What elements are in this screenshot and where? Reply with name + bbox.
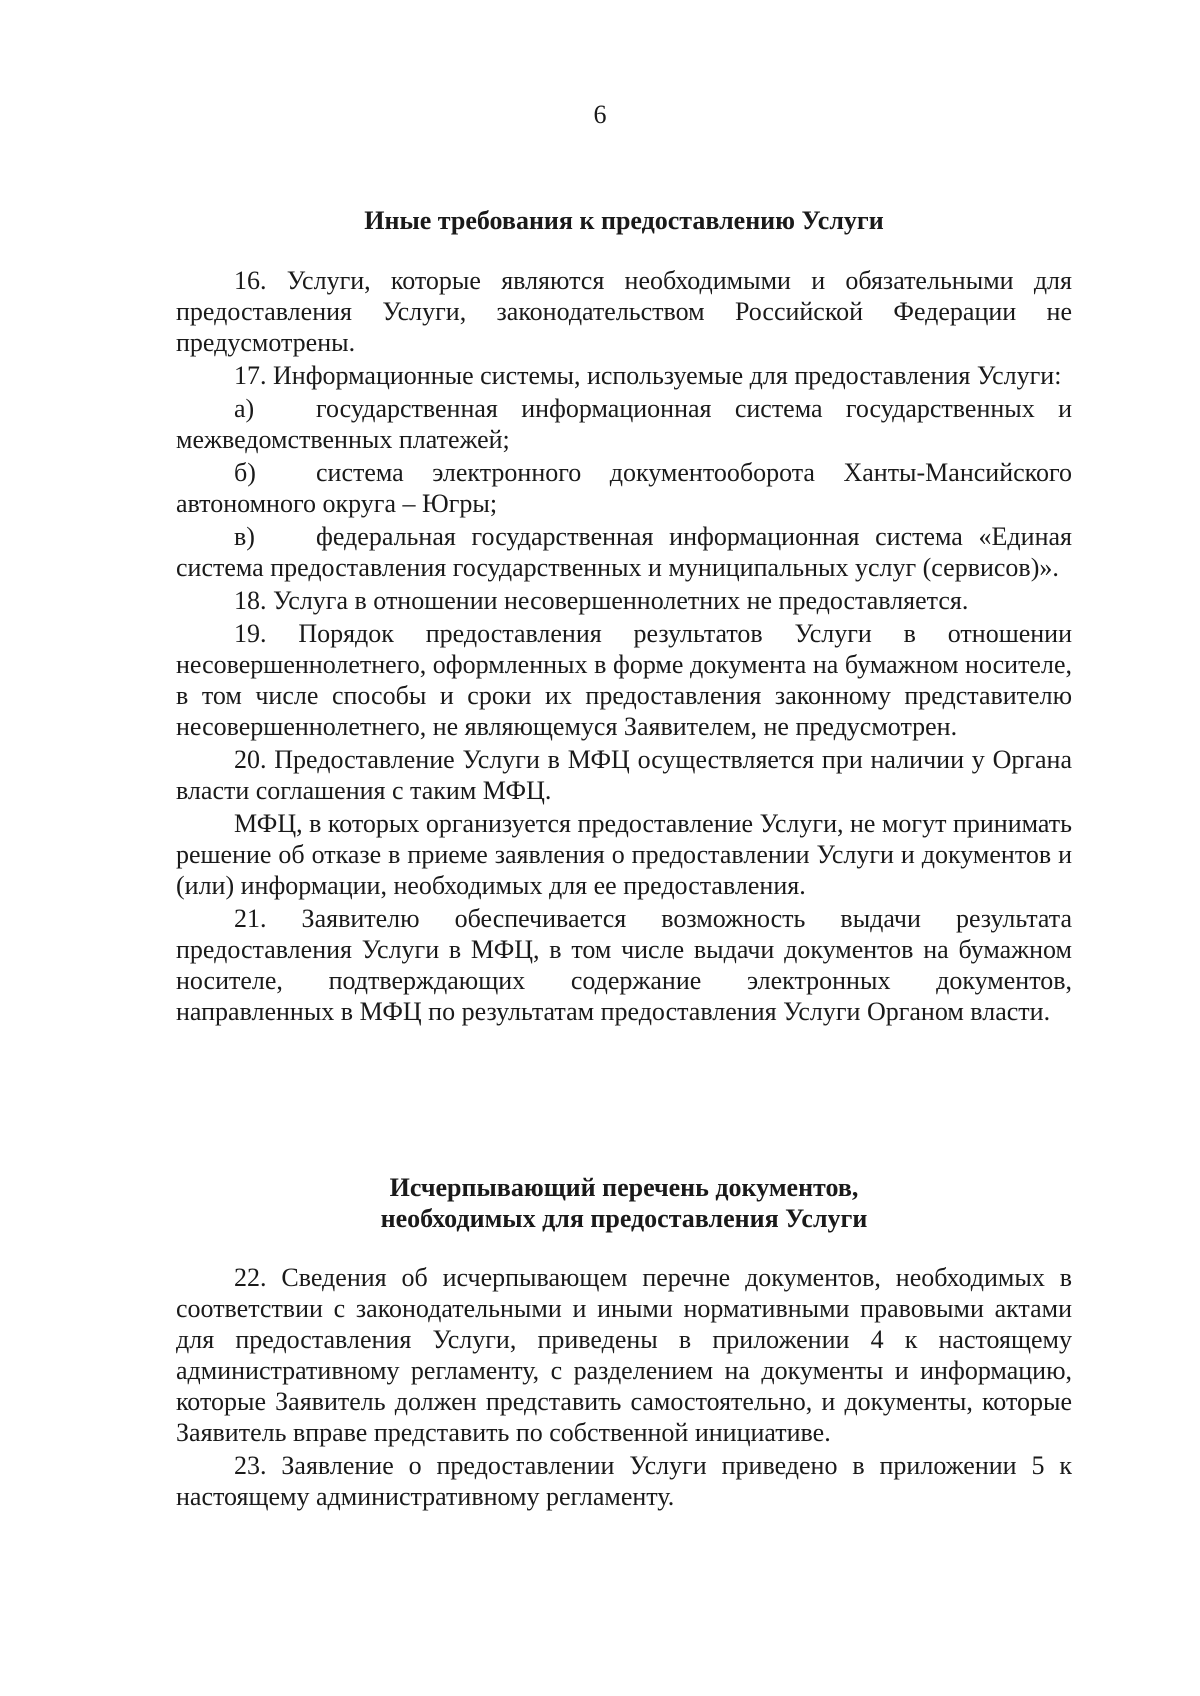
list-item-letter: в)	[234, 522, 255, 551]
paragraph-23: 23. Заявление о предоставлении Услуги приведено в приложении 5 к настоящему административному регламенту.	[176, 1451, 1072, 1511]
list-item-v	[176, 521, 1072, 583]
section-body-documents-list	[176, 1262, 1072, 1514]
section-body-other-requirements	[176, 265, 1072, 1029]
list-item-letter: а)	[234, 394, 255, 423]
paragraph-17: 17. Информационные системы, используемые для предоставления Услуги:	[234, 361, 1062, 390]
section-heading-documents-list	[176, 1172, 1072, 1234]
list-item-a	[176, 393, 1072, 455]
paragraph-20: 20. Предоставление Услуги в МФЦ осуществляется при наличии у Органа власти соглашения с таким МФЦ.	[176, 745, 1072, 805]
paragraph-19: 19. Порядок предоставления результатов Услуги в отношении несовершеннолетнего, оформленных в форме документа на бумажном носителе, в том числе способы и сроки их предоставления законному представителю несовершеннолетнего, не являющемуся Заявителем, не предусмотрен.	[176, 619, 1072, 741]
paragraph-22: 22. Сведения об исчерпывающем перечне документов, необходимых в соответствии с законодательными и иными нормативными правовыми актами для предоставления Услуги, приведены в приложении 4 к настоящему административному регламенту, с разделением на документы и информацию, которые Заявитель должен представить самостоятельно, и документы, которые Заявитель вправе представить по собственной инициативе.	[176, 1263, 1072, 1447]
section-heading-line-1: Исчерпывающий перечень документов,	[389, 1173, 859, 1202]
list-item-b	[176, 457, 1072, 519]
list-item-letter: б)	[234, 458, 256, 487]
paragraph-21: 21. Заявителю обеспечивается возможность выдачи результата предоставления Услуги в МФЦ, в том числе выдачи документов на бумажном носителе, подтверждающих содержание электронных документов, направленных в МФЦ по результатам предоставления Услуги Органом власти.	[176, 904, 1072, 1026]
list-item-text: федеральная государственная информационная система «Единая система предоставления государственных и муниципальных услуг (сервисов)».	[176, 522, 1072, 582]
list-item-text: система электронного документооборота Ханты-Мансийского автономного округа – Югры;	[176, 458, 1072, 518]
section-heading-line-2: необходимых для предоставления Услуги	[380, 1204, 868, 1233]
section-heading-other-requirements: Иные требования к предоставлению Услуги	[364, 206, 884, 235]
list-item-text: государственная информационная система государственных и межведомственных платежей;	[176, 394, 1072, 454]
page-number: 6	[593, 100, 607, 129]
paragraph-16: 16. Услуги, которые являются необходимыми и обязательными для предоставления Услуги, законодательством Российской Федерации не предусмотрены.	[176, 266, 1072, 357]
paragraph-18: 18. Услуга в отношении несовершеннолетних не предоставляется.	[234, 586, 969, 615]
paragraph-20-continued: МФЦ, в которых организуется предоставление Услуги, не могут принимать решение об отказе в приеме заявления о предоставлении Услуги и документов и (или) информации, необходимых для ее предоставления.	[176, 809, 1072, 900]
